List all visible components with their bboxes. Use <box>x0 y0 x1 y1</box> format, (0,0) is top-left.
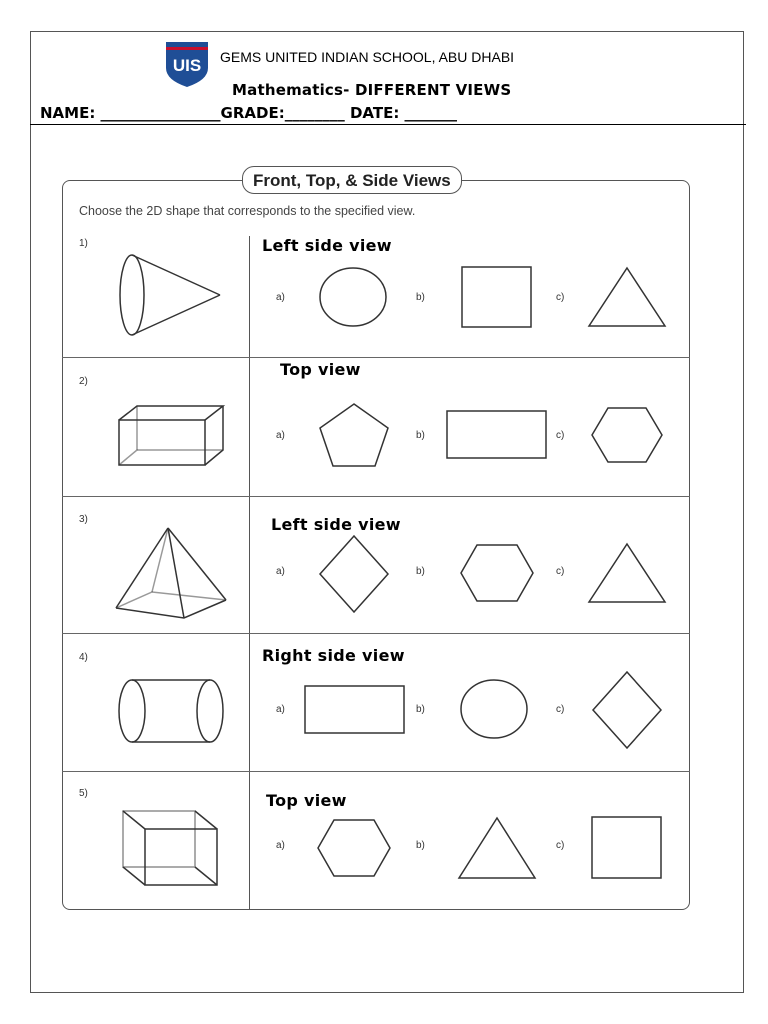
option-label-c: c) <box>556 840 565 851</box>
hexagon-icon[interactable] <box>459 543 535 603</box>
view-label: Top view <box>266 791 347 810</box>
option-label-a: a) <box>276 292 285 303</box>
header-rule <box>30 124 746 125</box>
rectangular-prism-icon <box>117 404 225 468</box>
diamond-icon[interactable] <box>591 670 663 750</box>
view-label: Left side view <box>271 515 401 534</box>
square-pyramid-icon <box>114 526 228 620</box>
cylinder-icon <box>116 677 228 745</box>
question-number: 4) <box>79 652 88 663</box>
logo-text: UIS <box>172 56 202 75</box>
option-label-b: b) <box>416 566 425 577</box>
circle-icon[interactable] <box>319 266 389 328</box>
hexagon-icon[interactable] <box>590 406 664 464</box>
question-number: 5) <box>79 788 88 799</box>
square-icon[interactable] <box>591 816 663 880</box>
view-label: Top view <box>280 360 361 379</box>
diamond-icon[interactable] <box>318 534 390 614</box>
triangle-icon[interactable] <box>457 816 537 880</box>
student-info-line[interactable]: NAME: ________________GRADE:________ DATE: _______ <box>40 104 458 122</box>
option-label-b: b) <box>416 430 425 441</box>
option-label-a: a) <box>276 566 285 577</box>
option-label-c: c) <box>556 566 565 577</box>
cube-icon <box>121 809 221 887</box>
option-label-a: a) <box>276 430 285 441</box>
triangle-icon[interactable] <box>587 266 667 328</box>
option-label-b: b) <box>416 840 425 851</box>
row-divider <box>62 357 690 358</box>
option-label-a: a) <box>276 704 285 715</box>
option-label-b: b) <box>416 292 425 303</box>
question-number: 3) <box>79 514 88 525</box>
row-divider <box>62 496 690 497</box>
document-title: Mathematics- DIFFERENT VIEWS <box>232 81 512 99</box>
column-divider <box>249 236 250 910</box>
option-label-c: c) <box>556 704 565 715</box>
hexagon-icon[interactable] <box>316 818 392 878</box>
pentagon-icon[interactable] <box>318 402 390 468</box>
row-divider <box>62 633 690 634</box>
rectangle-icon[interactable] <box>446 410 548 460</box>
option-label-c: c) <box>556 430 565 441</box>
square-icon[interactable] <box>461 266 533 328</box>
school-logo <box>162 42 212 88</box>
rectangle-icon[interactable] <box>304 685 406 735</box>
cone-icon <box>118 252 222 338</box>
school-name: GEMS UNITED INDIAN SCHOOL, ABU DHABI <box>220 49 515 65</box>
question-number: 1) <box>79 238 88 249</box>
circle-icon[interactable] <box>460 678 530 740</box>
question-number: 2) <box>79 376 88 387</box>
triangle-icon[interactable] <box>587 542 667 604</box>
row-divider <box>62 771 690 772</box>
option-label-a: a) <box>276 840 285 851</box>
worksheet-instructions: Choose the 2D shape that corresponds to the specified view. <box>79 204 416 218</box>
view-label: Left side view <box>262 236 392 255</box>
worksheet-title: Front, Top, & Side Views <box>242 166 462 194</box>
option-label-b: b) <box>416 704 425 715</box>
option-label-c: c) <box>556 292 565 303</box>
view-label: Right side view <box>262 646 405 665</box>
